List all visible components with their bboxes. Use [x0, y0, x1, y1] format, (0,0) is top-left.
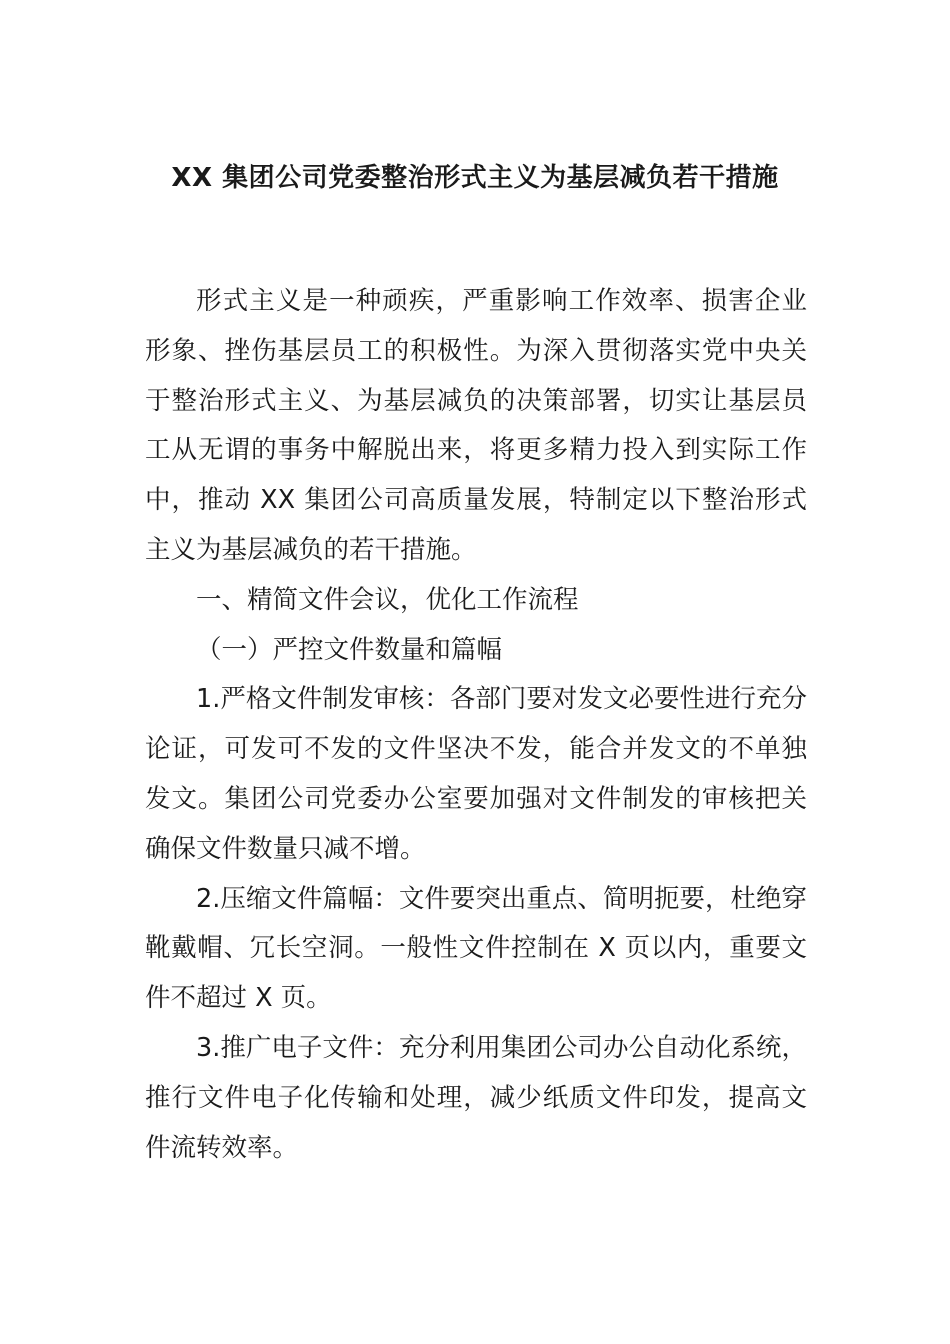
- document-body: [145, 277, 807, 1173]
- intro-paragraph: 形式主义是一种顽疾，严重影响工作效率、损害企业形象、挫伤基层员工的积极性。为深入贯彻落实党中央关于整治形式主义、为基层减负的决策部署，切实让基层员工从无谓的事务中解脱出来，将更多精力投入到实际工作中，推动 XX 集团公司高质量发展，特制定以下整治形式主义为基层减负的若干措施。: [145, 286, 807, 565]
- item-paragraph-3: 3.推广电子文件：充分利用集团公司办公自动化系统，推行文件电子化传输和处理，减少纸质文件印发，提高文件流转效率。: [145, 1032, 807, 1163]
- document-title: XX 集团公司党委整治形式主义为基层减负若干措施: [171, 163, 779, 193]
- section-heading-1: 一、精简文件会议，优化工作流程: [196, 584, 579, 615]
- subsection-heading-1: （一）严控文件数量和篇幅: [196, 634, 503, 665]
- item-paragraph-2: 2.压缩文件篇幅：文件要突出重点、简明扼要，杜绝穿靴戴帽、冗长空洞。一般性文件控制在 X 页以内，重要文件不超过 X 页。: [145, 883, 807, 1014]
- item-paragraph-1: 1.严格文件制发审核：各部门要对发文必要性进行充分论证，可发可不发的文件坚决不发，能合并发文的不单独发文。集团公司党委办公室要加强对文件制发的审核把关确保文件数量只减不增。: [145, 684, 807, 864]
